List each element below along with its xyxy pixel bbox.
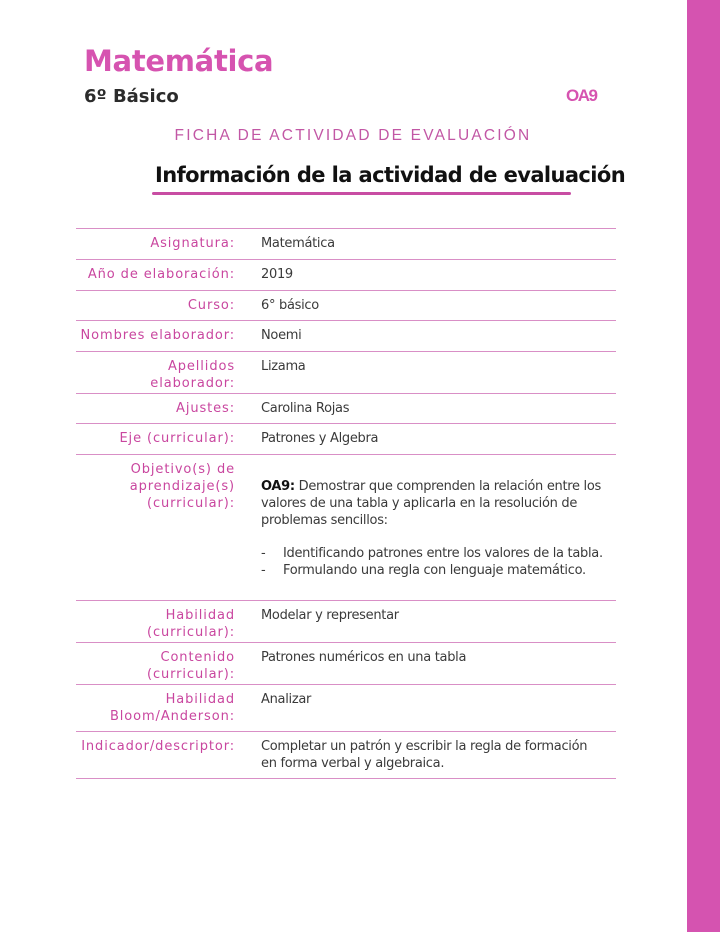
row-value: Patrones numéricos en una tabla [261, 650, 467, 665]
row-value: Matemática [261, 236, 335, 251]
table-row-curso [76, 291, 616, 321]
list-item [261, 562, 606, 579]
row-label: Nombres elaborador: [80, 328, 235, 343]
row-value: Patrones y Algebra [261, 431, 379, 446]
ficha-title: FICHA DE ACTIVIDAD DE EVALUACIÓN [174, 127, 532, 144]
objective-text [261, 478, 606, 529]
table-row-objetivo [76, 455, 616, 601]
row-label-line: elaborador: [150, 376, 235, 391]
table-row-asignatura [76, 229, 616, 260]
objective-description: Demostrar que comprenden la relación entre los valores de una tabla y aplicarla en la resolución de problemas sencillos: [261, 479, 601, 528]
row-label: Eje (curricular): [119, 431, 235, 446]
row-label [76, 352, 235, 393]
row-label-line: aprendizaje(s) [129, 479, 235, 494]
row-value: 6° básico [261, 298, 319, 313]
row-label-line: Bloom/Anderson: [109, 709, 235, 724]
title-underline [152, 192, 571, 195]
objective-bullets [261, 545, 606, 579]
row-value: 2019 [261, 267, 293, 282]
row-value: Completar un patrón y escribir la regla de formación en forma verbal y algebraica. [261, 739, 588, 771]
row-label: Curso: [187, 298, 235, 313]
document-type-heading [0, 127, 720, 145]
row-value [261, 455, 606, 600]
bullet-dash: - [261, 546, 266, 561]
bullet-text: Identificando patrones entre los valores de la tabla. [283, 546, 603, 561]
subject-title: Matemática [84, 44, 274, 78]
list-item [261, 545, 606, 562]
row-label-line: Habilidad [165, 608, 235, 623]
row-label [76, 601, 235, 642]
row-label: Indicador/descriptor: [81, 739, 235, 754]
row-label-line: Objetivo(s) de [130, 462, 235, 477]
row-value: Lizama [261, 359, 306, 374]
row-label: Ajustes: [176, 401, 235, 416]
row-value: Modelar y representar [261, 608, 399, 623]
grade-label: 6º Básico [84, 86, 179, 107]
table-row-indicador [76, 732, 616, 779]
row-label [76, 455, 235, 600]
info-table [76, 228, 616, 779]
row-label [76, 685, 235, 731]
row-label-line: Habilidad [165, 692, 235, 707]
row-label-line: Apellidos [167, 359, 235, 374]
table-row-bloom [76, 685, 616, 732]
oa-code-badge: OA9 [566, 86, 597, 105]
table-row-eje [76, 424, 616, 455]
table-row-contenido [76, 643, 616, 685]
row-label: Asignatura: [150, 236, 235, 251]
objective-code: OA9: [261, 479, 295, 494]
table-row-ajustes [76, 394, 616, 424]
table-row-habilidad [76, 601, 616, 643]
row-label-line: (curricular): [147, 496, 235, 511]
table-row-nombres [76, 321, 616, 352]
table-row-apellidos [76, 352, 616, 394]
row-label [76, 643, 235, 684]
row-label-line: Contenido [160, 650, 235, 665]
section-title: Información de la actividad de evaluación [155, 163, 626, 187]
row-label: Año de elaboración: [87, 267, 235, 282]
row-value: Carolina Rojas [261, 401, 350, 416]
bullet-text: Formulando una regla con lenguaje matemático. [283, 563, 586, 578]
bullet-dash: - [261, 563, 266, 578]
row-value: Analizar [261, 692, 312, 707]
table-row-ano [76, 260, 616, 291]
row-label-line: (curricular): [147, 667, 235, 682]
row-label-line: (curricular): [147, 625, 235, 640]
row-value: Noemi [261, 328, 302, 343]
